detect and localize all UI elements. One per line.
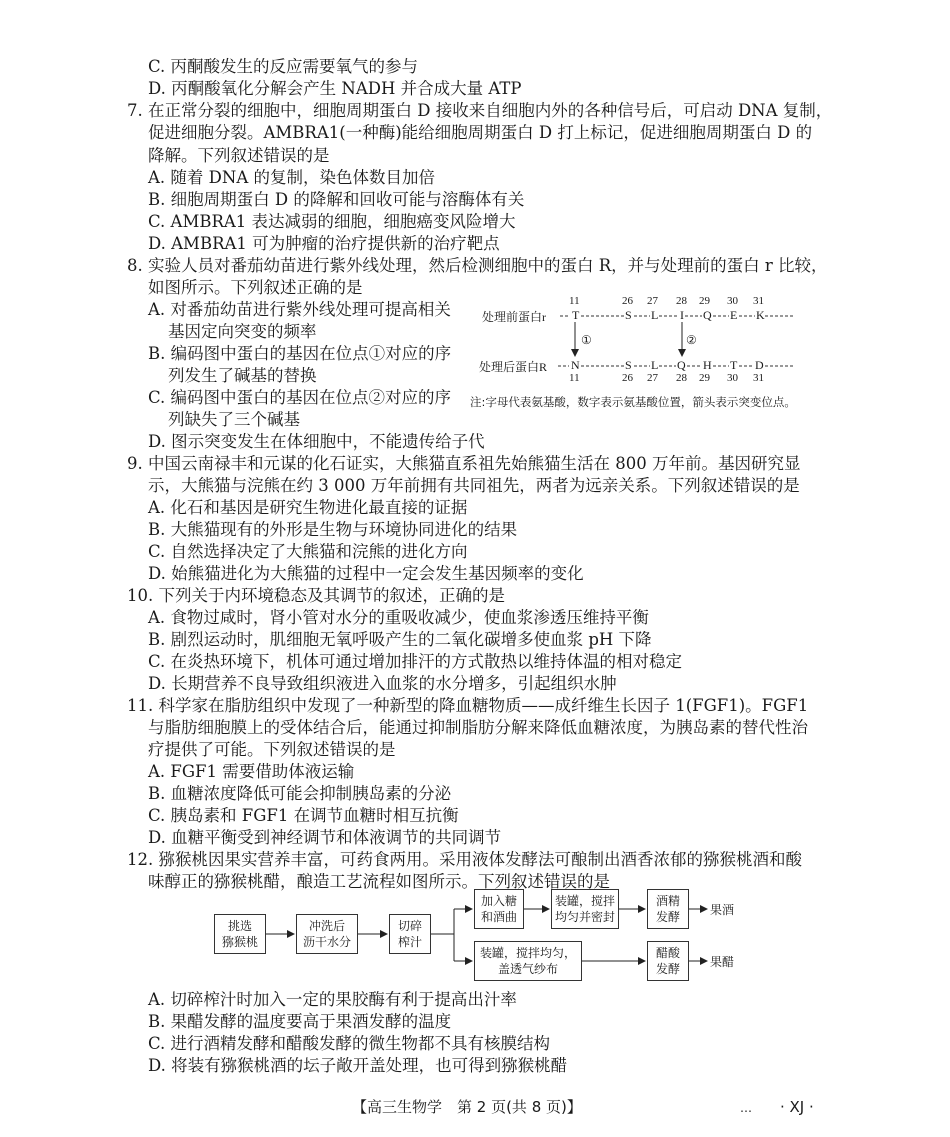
after-label: 处理后蛋白R (479, 360, 548, 374)
output-vinegar: 果醋 (710, 955, 735, 969)
top-number: 28 (676, 295, 687, 307)
q12-option-c: C. 进行酒精发酵和醋酸发酵的微生物都不具有核膜结构 (148, 1034, 551, 1053)
amino-acid-after: T (730, 358, 738, 372)
q10-option-a: A. 食物过咸时，肾小管对水分的重吸收减少，使血浆渗透压维持平衡 (148, 608, 649, 627)
q7-option-d: D. AMBRA1 可为肿瘤的治疗提供新的治疗靶点 (148, 234, 500, 253)
amino-acid-before: L (651, 308, 659, 322)
q9-option-c: C. 自然选择决定了大熊猫和浣熊的进化方向 (148, 542, 468, 561)
step-add-sugar-yeast: 加入糖 和酒曲 (474, 889, 524, 929)
step-select-kiwi: 挑选 猕猴桃 (214, 914, 266, 954)
amino-acid-after: N (571, 358, 580, 372)
q10-stem: 10. 下列关于内环境稳态及其调节的叙述，正确的是 (127, 586, 505, 605)
q7-option-b: B. 细胞周期蛋白 D 的降解和回收可能与溶酶体有关 (148, 190, 525, 209)
q9-stem-1: 9. 中国云南禄丰和元谋的化石证实，大熊猫直系祖先始熊猫生活在 800 万年前。基因研究显 (127, 454, 801, 473)
amino-acid-before: Q (703, 308, 712, 322)
q8-option-c-1: C. 编码图中蛋白的基因在位点②对应的序 (148, 388, 452, 407)
page-footer: 【高三生物学 第 2 页(共 8 页)】 (352, 1098, 582, 1116)
amino-acid-after: L (651, 358, 659, 372)
bottom-number: 26 (622, 372, 633, 384)
q11-option-b: B. 血糖浓度降低可能会抑制胰岛素的分泌 (148, 784, 452, 803)
bottom-number: 27 (647, 372, 658, 384)
q7-stem-2: 促进细胞分裂。AMBRA1(一种酶)能给细胞周期蛋白 D 打上标记，促进细胞周期蛋白 D 的 (148, 123, 813, 142)
top-number: 30 (727, 295, 738, 307)
q8-option-a-2: 基因定向突变的频率 (168, 322, 317, 341)
bottom-number: 30 (727, 372, 738, 384)
q12-stem-2: 味醇正的猕猴桃醋，酿造工艺流程如图所示。下列叙述错误的是 (148, 872, 610, 891)
q8-option-a-1: A. 对番茄幼苗进行紫外线处理可提高相关 (148, 300, 451, 319)
bottom-number: 28 (676, 372, 687, 384)
q10-option-d: D. 长期营养不良导致组织液进入血浆的水分增多，引起组织水肿 (148, 674, 617, 693)
q7-option-a: A. 随着 DNA 的复制，染色体数目加倍 (148, 168, 435, 187)
q11-option-d: D. 血糖平衡受到神经调节和体液调节的共同调节 (148, 828, 502, 847)
q9-option-d: D. 始熊猫进化为大熊猫的过程中一定会发生基因频率的变化 (148, 564, 584, 583)
bottom-number: 11 (569, 372, 580, 384)
q7-stem-1: 7. 在正常分裂的细胞中，细胞周期蛋白 D 接收来自细胞内外的各种信号后，可启动 DNA 复制， (127, 101, 833, 120)
q11-option-c: C. 胰岛素和 FGF1 在调节血糖时相互抗衡 (148, 806, 459, 825)
footer-code: · XJ · (780, 1098, 814, 1116)
amino-acid-after: S (625, 358, 632, 372)
top-number: 29 (699, 295, 710, 307)
q8-stem-2: 如图所示。下列叙述正确的是 (148, 278, 363, 297)
q8-option-b-2: 列发生了碱基的替换 (168, 366, 317, 385)
step-can-seal: 装罐，搅拌 均匀并密封 (551, 889, 619, 929)
q12-option-b: B. 果醋发酵的温度要高于果酒发酵的温度 (148, 1012, 452, 1031)
q9-stem-2: 示，大熊猫与浣熊在约 3 000 万年前拥有共同祖先，两者为远亲关系。下列叙述错误的是 (148, 476, 800, 495)
amino-acid-before: E (730, 308, 738, 322)
q6-option-d: D. 丙酮酸氧化分解会产生 NADH 并合成大量 ATP (148, 79, 522, 98)
q6-option-c: C. 丙酮酸发生的反应需要氧气的参与 (148, 57, 419, 76)
q12-option-a: A. 切碎榨汁时加入一定的果胶酶有利于提高出汁率 (148, 990, 517, 1009)
step-acetic-fermentation: 醋酸 发酵 (647, 941, 689, 981)
q11-stem-1: 11. 科学家在脂肪组织中发现了一种新型的降血糖物质——成纤维生长因子 1(FGF1)。FGF1 (127, 696, 809, 715)
q11-stem-3: 疗提供了可能。下列叙述错误的是 (148, 740, 396, 759)
q11-option-a: A. FGF1 需要借助体液运输 (148, 762, 355, 781)
q10-option-c: C. 在炎热环境下，机体可通过增加排汗的方式散热以维持体温的相对稳定 (148, 652, 683, 671)
step-crush-juice: 切碎 榨汁 (389, 914, 431, 954)
figure-note: 注:字母代表氨基酸，数字表示氨基酸位置，箭头表示突变位点。 (470, 395, 796, 409)
q9-option-b: B. 大熊猫现有的外形是生物与环境协同进化的结果 (148, 520, 518, 539)
q7-stem-3: 降解。下列叙述错误的是 (148, 146, 330, 165)
output-wine: 果酒 (710, 903, 735, 917)
q8-option-d: D. 图示突变发生在体细胞中，不能遗传给子代 (148, 432, 485, 451)
q11-stem-2: 与脂肪细胞膜上的受体结合后，能通过抑制脂肪分解来降低血糖浓度，为胰岛素的替代性治 (148, 718, 808, 737)
top-number: 11 (569, 295, 580, 307)
step-can-gauze: 装罐，搅拌均匀， 盖透气纱布 (474, 941, 582, 981)
footer-dots: … (740, 1101, 752, 1115)
amino-acid-before: T (572, 308, 580, 322)
q9-option-a: A. 化石和基因是研究生物进化最直接的证据 (148, 498, 468, 517)
q12-option-d: D. 将装有猕猴桃酒的坛子敞开盖处理，也可得到猕猴桃醋 (148, 1056, 568, 1075)
amino-acid-after: Q (677, 358, 686, 372)
mutation-mark-2: ② (686, 333, 697, 347)
step-alcohol-fermentation: 酒精 发酵 (647, 889, 689, 929)
q8-stem-1: 8. 实验人员对番茄幼苗进行紫外线处理，然后检测细胞中的蛋白 R，并与处理前的蛋白 r 比较， (127, 256, 828, 275)
amino-acid-after: D (755, 358, 764, 372)
amino-acid-before: K (756, 308, 765, 322)
q12-stem-1: 12. 猕猴桃因果实营养丰富，可药食两用。采用液体发酵法可酿制出酒香浓郁的猕猴桃酒和酸 (127, 850, 802, 869)
step-wash-drain: 冲洗后 沥干水分 (296, 914, 358, 954)
amino-acid-before: S (625, 308, 632, 322)
bottom-number: 29 (699, 372, 710, 384)
before-label: 处理前蛋白r (482, 310, 546, 324)
amino-acid-after: H (703, 358, 712, 372)
mutation-mark-1: ① (581, 333, 592, 347)
amino-acid-before: I (680, 308, 684, 322)
top-number: 26 (622, 295, 633, 307)
q8-option-b-1: B. 编码图中蛋白的基因在位点①对应的序 (148, 344, 452, 363)
bottom-number: 31 (753, 372, 764, 384)
top-number: 31 (753, 295, 764, 307)
top-number: 27 (647, 295, 658, 307)
q10-option-b: B. 剧烈运动时，肌细胞无氧呼吸产生的二氧化碳增多使血浆 pH 下降 (148, 630, 652, 649)
q7-option-c: C. AMBRA1 表达减弱的细胞，细胞癌变风险增大 (148, 212, 516, 231)
q8-option-c-2: 列缺失了三个碱基 (168, 410, 300, 429)
